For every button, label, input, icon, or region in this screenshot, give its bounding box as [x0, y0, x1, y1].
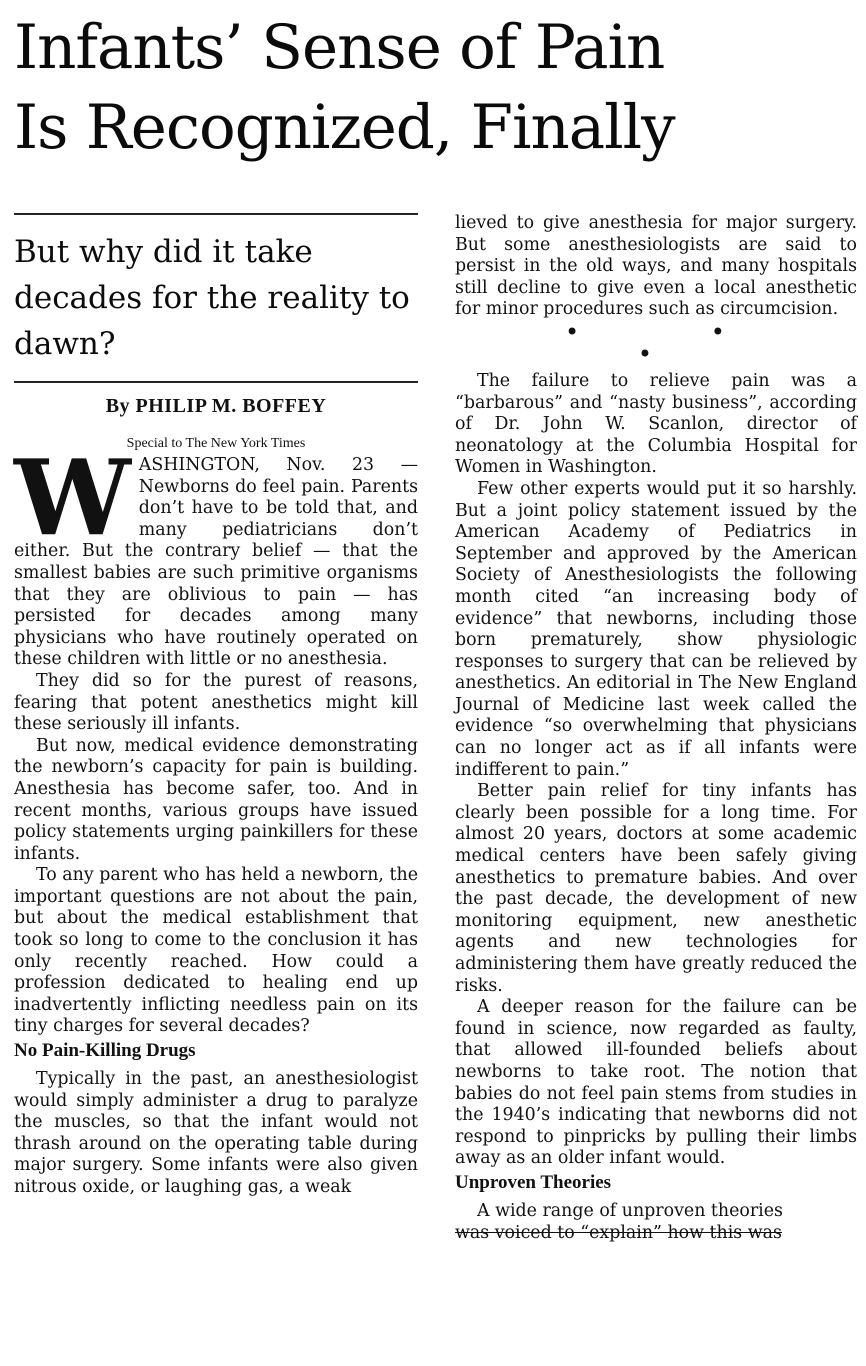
paragraph-6: The failure to relieve pain was a “barbarous” and “nasty business”, according of Dr. John W. Scanlon, director of neonatology at the Columbia Hospital for Women in Washington.	[455, 370, 857, 478]
credit-line: Special to The New York Times	[126, 436, 306, 451]
section-separator: • • •	[565, 317, 787, 368]
paragraph-10: A wide range of unproven theories	[477, 1200, 783, 1221]
paragraph-5: Typically in the past, an anesthesiologist would simply administer a drug to paralyze the muscles, so that the infant would not thrash around on the operating table during major surgery. Some infants were also given nitrous oxide, or laughing gas, a weak	[14, 1069, 418, 1197]
paragraph-4: To any parent who has held a newborn, the important questions are not about the pain, but about the medical establishment that took so long to come to the conclusion it has only recently reached. How could a profession dedicated to healing end up inadvertently inflicting needless pain on its tiny charges for several decades?	[14, 865, 418, 1037]
left-column	[14, 213, 418, 1199]
byline: By PHILIP M. BOFFEY	[105, 395, 327, 417]
headline-line-2: Is Recognized, Finally	[14, 92, 675, 163]
paragraph-11-partial: was voiced to “explain” how this was	[455, 1222, 782, 1243]
continued-paragraph: lieved to give anesthesia for major surgery. But some anesthesiologists are said to persist in the old ways, and many hospitals still decline to give even a local anesthetic for minor procedures such as circumcision.	[455, 213, 857, 320]
deck: But why did it take decades for the reality to dawn?	[14, 234, 410, 362]
paragraph-1-text: ASHINGTON, Nov. 23 — Newborns do feel pain. Parents don’t have to be told that, and many pediatricians don’t either. But the contrary belief — that the smallest babies are such primitive organisms that they are oblivious to pain — has persisted for decades among many physicians who have routinely operated on these children with little or no anesthesia.	[14, 455, 418, 670]
deck-bottom-rule	[14, 381, 418, 383]
drop-cap: W	[14, 436, 131, 559]
paragraph-8: Better pain relief for tiny infants has clearly been possible for a long time. For almost 20 years, doctors at some academic medical centers have been safely giving anesthetics to premature babies. And over the past decade, the development of new monitoring equipment, new anesthetic agents and new technologies for administering them have greatly reduced the risks.	[455, 781, 857, 996]
headline-line-1: Infants’ Sense of Pain	[14, 12, 665, 83]
paragraph-9: A deeper reason for the failure can be found in science, now regarded as faulty, that allowed ill-founded beliefs about newborns to take root. The notion that babies do not feel pain stems from studies in the 1940’s indicating that newborns did not respond to pinpricks by pulling their limbs away as an older infant would.	[455, 997, 857, 1169]
subhead-unproven-theories: Unproven Theories	[455, 1171, 612, 1193]
right-column	[455, 213, 857, 1244]
subhead-no-pain-killing-drugs: No Pain-Killing Drugs	[14, 1040, 196, 1062]
deck-top-rule	[14, 213, 418, 215]
headline	[14, 8, 859, 168]
paragraph-2: They did so for the purest of reasons, fearing that potent anesthetics might kill these seriously ill infants.	[14, 670, 418, 735]
paragraph-3: But now, medical evidence demonstrating the newborn’s capacity for pain is building. Anesthesia has become safer, too. And in recent months, various groups have issued policy statements urging painkillers for these infants.	[14, 735, 418, 864]
paragraph-7: Few other experts would put it so harshly. But a joint policy statement issued by the American Academy of Pediatrics in September and approved by the American Society of Anesthesiologists the following month cited “an increasing body of evidence” that newborns, including those born prematurely, show physiologic responses to surgery that can be relieved by anesthetics. An editorial in The New England Journal of Medicine last week called the evidence “so overwhelming that physicians can no longer act as if all infants were indifferent to pain.”	[455, 478, 857, 780]
